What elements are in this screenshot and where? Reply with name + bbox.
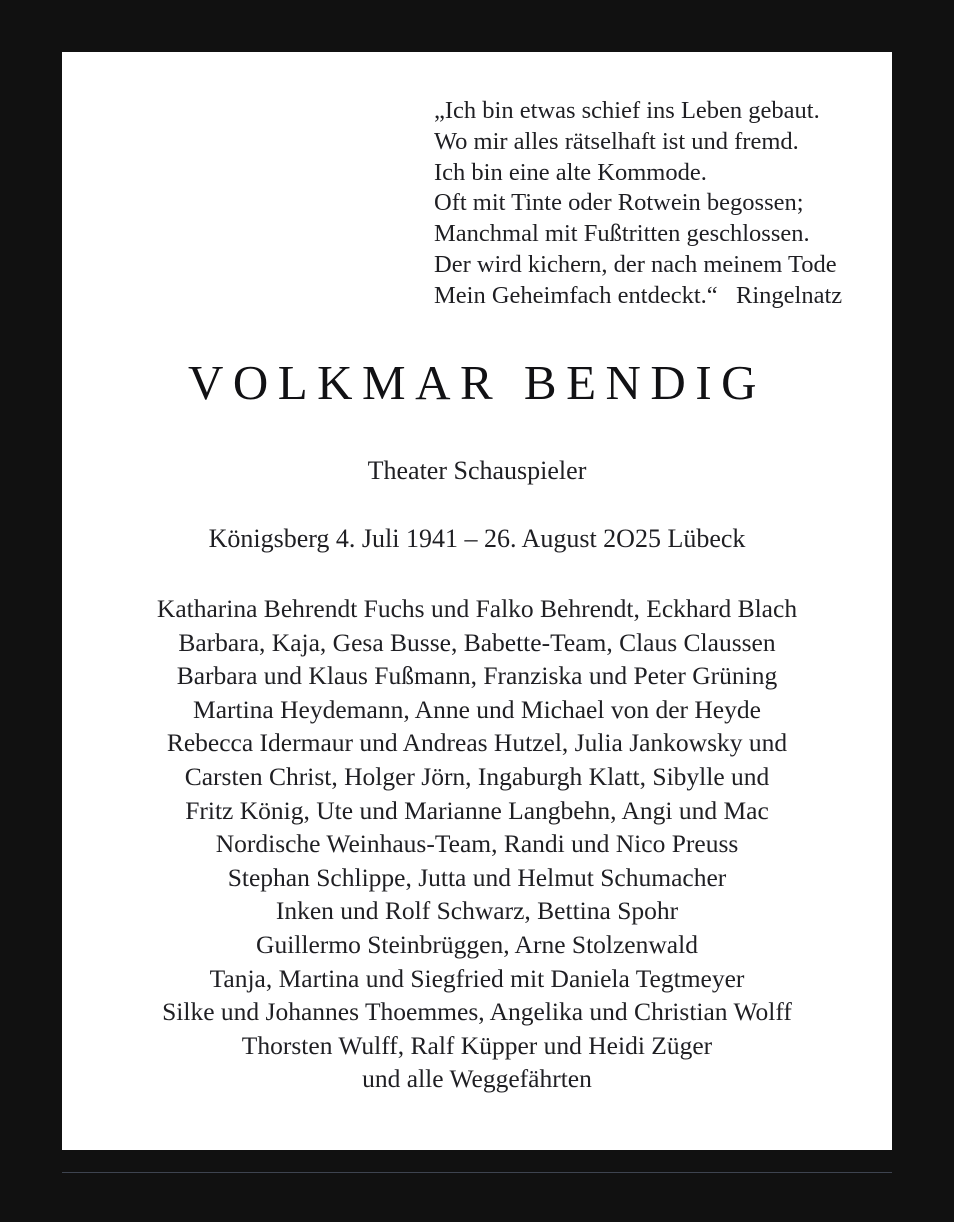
mourner-line: Inken und Rolf Schwarz, Bettina Spohr <box>275 896 679 926</box>
mourner-line: Barbara, Kaja, Gesa Busse, Babette-Team, Claus Claussen <box>178 627 776 657</box>
poem-block <box>62 96 852 312</box>
deceased-profession: Theater Schauspieler <box>367 456 587 485</box>
mourner-line: Guillermo Steinbrüggen, Arne Stolzenwald <box>256 929 698 959</box>
deceased-name: VOLKMAR BENDIG <box>187 355 767 410</box>
mourner-line: Martina Heydemann, Anne und Michael von der Heyde <box>193 694 761 724</box>
mourner-line: Stephan Schlippe, Jutta und Helmut Schumacher <box>227 862 727 892</box>
mourner-line: Tanja, Martina und Siegfried mit Daniela Tegtmeyer <box>209 963 745 993</box>
poem-line: Wo mir alles rätselhaft ist und fremd. <box>434 127 799 155</box>
life-dates: Königsberg 4. Juli 1941 – 26. August 2O25 Lübeck <box>208 524 746 553</box>
poem-line: Manchmal mit Fußtritten geschlossen. <box>434 220 810 248</box>
mourner-line: Katharina Behrendt Fuchs und Falko Behrendt, Eckhard Blach <box>156 594 798 623</box>
mourner-line: Barbara und Klaus Fußmann, Franziska und Peter Grüning <box>176 661 778 691</box>
mourners-list <box>62 592 892 1096</box>
mourner-line: Carsten Christ, Holger Jörn, Ingaburgh Klatt, Sibylle und <box>184 761 770 791</box>
mourner-line: und alle Weggefährten <box>362 1064 592 1094</box>
mourner-line: Rebecca Idermaur und Andreas Hutzel, Julia Jankowsky und <box>166 728 788 758</box>
bottom-divider <box>62 1172 892 1173</box>
poem-line: Der wird kichern, der nach meinem Tode <box>434 250 837 278</box>
mourner-line: Thorsten Wulff, Ralf Küpper und Heidi Züger <box>241 1030 713 1060</box>
poem-line: Oft mit Tinte oder Rotwein begossen; <box>434 189 804 217</box>
obituary-card <box>62 52 892 1150</box>
poem-line: Ich bin eine alte Kommode. <box>434 158 707 186</box>
poem-line: „Ich bin etwas schief ins Leben gebaut. <box>434 97 820 124</box>
mourner-line: Fritz König, Ute und Marianne Langbehn, Angi und Mac <box>185 795 769 825</box>
poem-line-attribution: Mein Geheimfach entdeckt.“ Ringelnatz <box>434 281 843 309</box>
obituary-content <box>62 52 892 1150</box>
mourner-line: Silke und Johannes Thoemmes, Angelika und Christian Wolff <box>162 997 792 1027</box>
mourner-line: Nordische Weinhaus-Team, Randi und Nico Preuss <box>215 829 739 859</box>
